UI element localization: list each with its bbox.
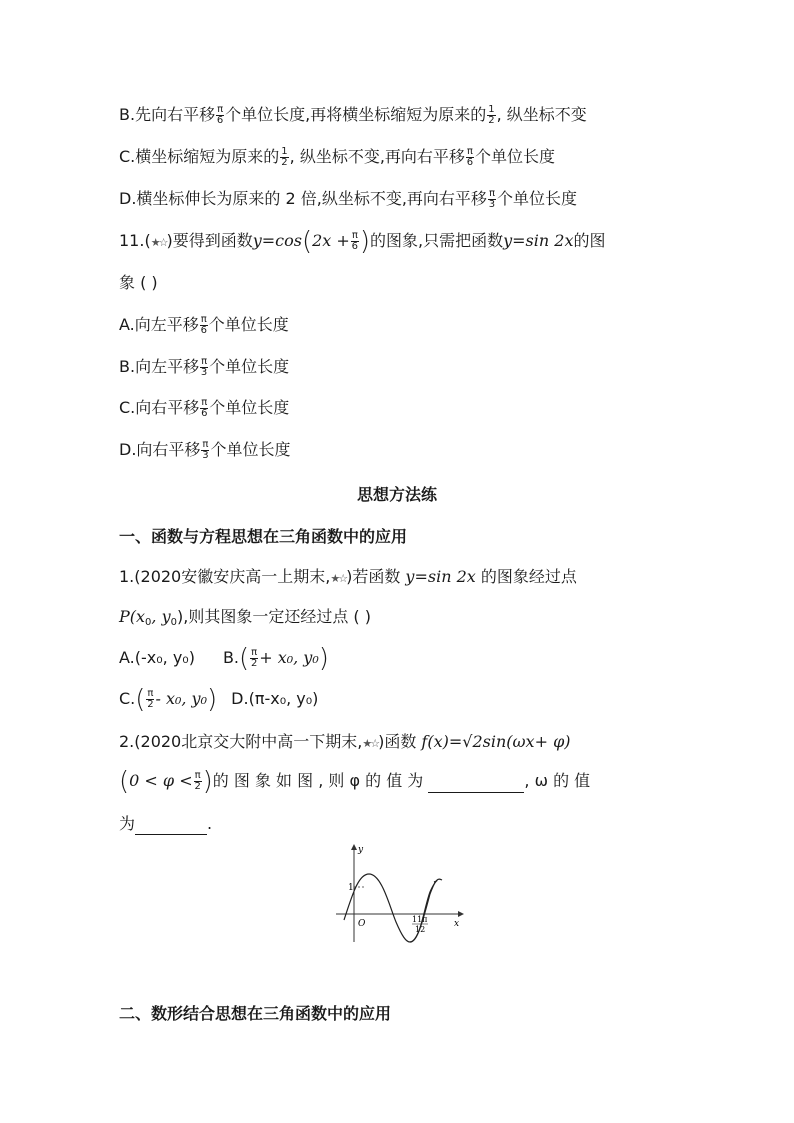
- p1-stem-cont: $P(x_0$, $y_0$),则其图象一定还经过点 ( ): [119, 607, 371, 628]
- q11-stem: 11.(★☆)要得到函数y=cos(2x + $\frac{\pi}{6}$ )的图象,只需把函数y=sin 2x的图: [119, 226, 606, 257]
- y-label: y: [358, 845, 364, 855]
- option-c: C.: [119, 689, 136, 708]
- section-title: 思想方法练: [356, 485, 437, 504]
- text: 个单位长度,再将横坐标缩短为原来的: [225, 105, 487, 124]
- p2-stem-cont: (0 < φ < $\frac{\pi}{2}$ )的 图 象 如 图 , 则 φ 的 值 为 , ω 的 值: [119, 766, 591, 797]
- difficulty-star-icon: ★☆: [150, 236, 167, 249]
- fraction: $\frac{1}{2}$: [488, 104, 495, 126]
- text: , 纵坐标不变: [496, 105, 587, 124]
- q10-option-b: [119, 104, 587, 126]
- fraction: $\frac{\pi}{6}$: [351, 230, 359, 252]
- text: 象 ( ): [119, 273, 158, 292]
- fraction: $\frac{\pi}{3}$: [488, 188, 496, 210]
- fraction: $\frac{1}{2}$: [281, 146, 288, 168]
- p2-stem: 2.(2020北京交大附中高一下期末,★☆)函数 f(x)=√2sin(ωx+ φ): [119, 732, 571, 751]
- origin-label: O: [358, 919, 366, 929]
- formula: y=sin 2x: [503, 231, 574, 250]
- difficulty-star-icon: ★☆: [362, 737, 379, 750]
- one-label: 1: [348, 883, 354, 893]
- option-d: D.(π-x₀, y₀): [231, 689, 319, 708]
- sine-graph: [330, 842, 470, 947]
- option-b: B.: [222, 648, 240, 667]
- p1-stem: 1.(2020安徽安庆高一上期末,★☆)若函数 y=sin 2x 的图象经过点: [119, 567, 577, 586]
- text: 要得到函数: [172, 231, 253, 250]
- answer-blank-phi[interactable]: [428, 776, 524, 793]
- text: 的图象,只需把函数: [370, 231, 504, 250]
- q10-option-d: [119, 188, 577, 210]
- text: D.横坐标伸长为原来的 2 倍,纵坐标不变,再向右平移: [119, 189, 487, 208]
- p1-options-ab: A.(-x₀, y₀) B.( $\frac{\pi}{2}$ + x₀, y₀): [119, 643, 329, 674]
- q11-stem-cont: [119, 272, 158, 294]
- q11-option-b: B.向左平移 $\frac{\pi}{3}$ 个单位长度: [119, 356, 290, 378]
- tick-num: 11π: [412, 915, 428, 924]
- text: 个单位长度: [474, 147, 555, 166]
- p1-options-cd: C.( $\frac{\pi}{2}$ - x₀, y₀) D.(π-x₀, y₀): [119, 684, 319, 715]
- part1-title: 一、函数与方程思想在三角函数中的应用: [119, 527, 408, 546]
- y-axis-arrow: [351, 844, 357, 850]
- p2-stem-cont2: 为 .: [119, 814, 213, 833]
- tick-den: 12: [415, 925, 426, 934]
- fraction: $\frac{\pi}{6}$: [466, 146, 474, 168]
- x-label: x: [454, 919, 460, 929]
- text: 的图: [573, 231, 606, 250]
- q11-option-d: D.向右平移 $\frac{\pi}{3}$ 个单位长度: [119, 439, 291, 461]
- q10-option-c: [119, 146, 555, 168]
- option-a: A.(-x₀, y₀): [119, 648, 195, 667]
- formula: y=cos: [252, 231, 302, 250]
- fraction: $\frac{\pi}{6}$: [216, 104, 224, 126]
- part2-title: 二、数形结合思想在三角函数中的应用: [119, 1004, 392, 1023]
- formula: 2x +: [312, 231, 350, 250]
- text: , 纵坐标不变,再向右平移: [289, 147, 465, 166]
- answer-blank-omega[interactable]: [135, 818, 207, 835]
- difficulty-star-icon: ★☆: [330, 572, 347, 585]
- question-number: 11.: [119, 231, 145, 250]
- text: C.横坐标缩短为原来的: [119, 147, 280, 166]
- q11-option-c: C.向右平移 $\frac{\pi}{6}$ 个单位长度: [119, 397, 290, 419]
- x-axis-arrow: [458, 911, 464, 917]
- q11-option-a: A.向左平移 $\frac{\pi}{6}$ 个单位长度: [119, 314, 289, 336]
- text: B.先向右平移: [119, 105, 216, 124]
- text: 个单位长度: [496, 189, 577, 208]
